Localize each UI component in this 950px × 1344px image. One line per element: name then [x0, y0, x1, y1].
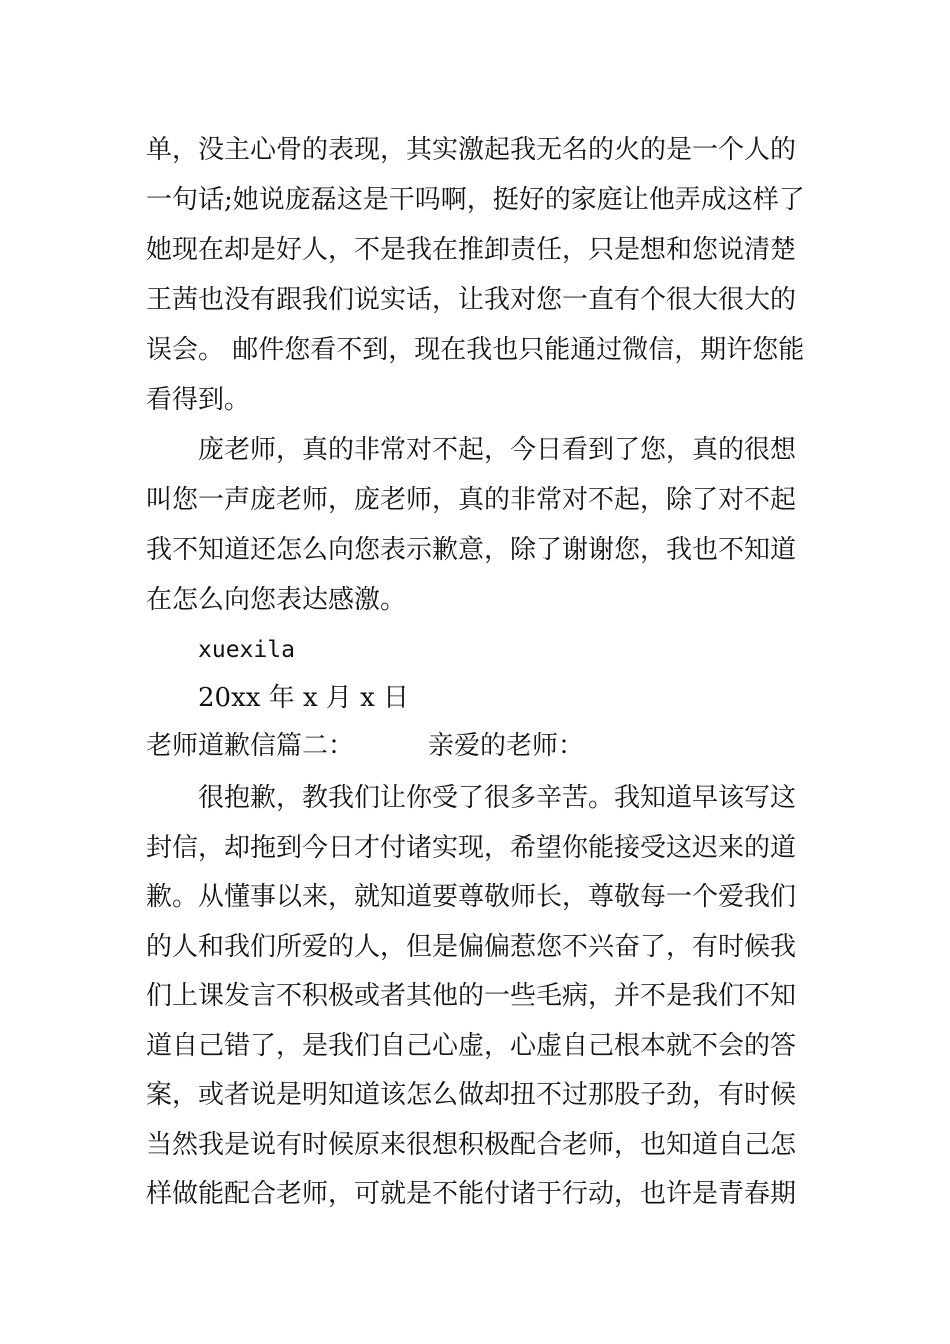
text-line: 案，或者说是明知道该怎么做却扭不过那股子劲，有时候 — [146, 1080, 797, 1110]
text-line: 样做能配合老师，可就是不能付诸于行动，也许是青春期 — [146, 1179, 797, 1209]
text-line: 道自己错了，是我们自己心虚，心虚自己根本就不会的答 — [146, 1031, 797, 1061]
text-line: 误会。 邮件您看不到，现在我也只能通过微信，期许您能 — [146, 335, 805, 365]
section-heading — [146, 726, 806, 766]
text-line: 王茜也没有跟我们说实话，让我对您一直有个很大很大的 — [146, 285, 797, 315]
section-title: 老师道歉信篇二： — [146, 731, 355, 761]
text-line: 们上课发言不积极或者其他的一些毛病，并不是我们不知 — [146, 981, 797, 1011]
text-line: 当然我是说有时候原来很想积极配合老师，也知道自己怎 — [146, 1130, 797, 1160]
text-line: 她现在却是好人，不是我在推卸责任，只是想和您说清楚 — [146, 235, 797, 265]
signature-name: xuexila — [198, 637, 295, 663]
text-line: 单，没主心骨的表现，其实激起我无名的火的是一个人的 — [146, 135, 797, 165]
text-line: 看得到。 — [146, 385, 251, 415]
signature-date: 20xx 年 x 月 x 日 — [198, 683, 410, 713]
text-line: 歉。从懂事以来，就知道要尊敬师长，尊敬每一个爱我们 — [146, 882, 797, 912]
text-line: 很抱歉，教我们让你受了很多辛苦。我知道早该写这 — [198, 783, 797, 813]
text-line: 在怎么向您表达感激。 — [146, 585, 407, 615]
salutation: 亲爱的老师： — [428, 731, 585, 761]
text-line: 我不知道还怎么向您表示歉意，除了谢谢您，我也不知道 — [146, 535, 797, 565]
text-line: 的人和我们所爱的人，但是偏偏惹您不兴奋了，有时候我 — [146, 932, 797, 962]
text-line: 叫您一声庞老师，庞老师，真的非常对不起，除了对不起 — [146, 485, 797, 515]
text-line: 一句话;她说庞磊这是干吗啊，挺好的家庭让他弄成这样了 — [146, 185, 805, 215]
text-line: 庞老师，真的非常对不起，今日看到了您，真的很想 — [198, 435, 797, 465]
text-line: 封信，却拖到今日才付诸实现，希望你能接受这迟来的道 — [146, 833, 797, 863]
